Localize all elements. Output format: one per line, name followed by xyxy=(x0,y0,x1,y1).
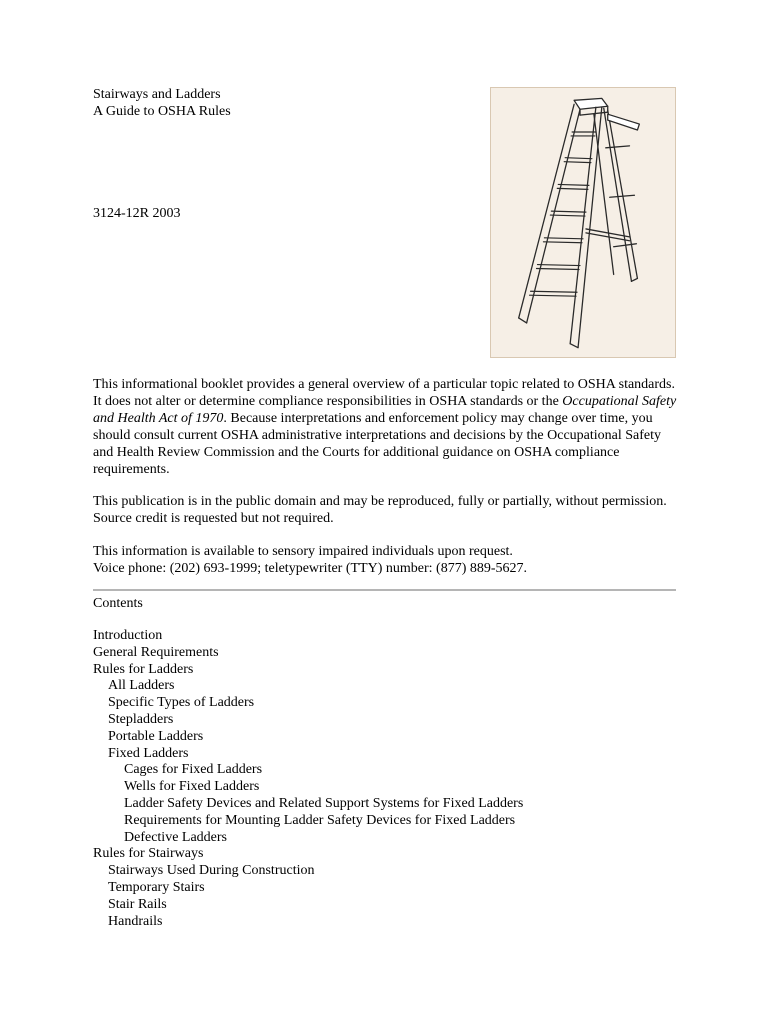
toc-item[interactable]: All Ladders xyxy=(108,678,175,694)
toc-item[interactable]: Portable Ladders xyxy=(108,728,204,744)
toc-item[interactable]: Fixed Ladders xyxy=(108,745,189,761)
toc-item[interactable]: Handrails xyxy=(108,913,163,929)
toc-item[interactable]: Specific Types of Ladders xyxy=(108,695,255,711)
toc-item[interactable]: Stairways Used During Construction xyxy=(108,863,315,879)
toc-item[interactable]: Cages for Fixed Ladders xyxy=(124,762,263,778)
public-domain-paragraph: This publication is in the public domain and may be reproduced, fully or partially, without permission. Source credit is requested but not required. xyxy=(93,494,667,526)
toc-item[interactable]: Rules for Ladders xyxy=(93,661,194,677)
document-title: Stairways and Ladders xyxy=(93,87,221,102)
intro-text-part-1: This informational booklet provides a general overview of a particular topic related to OSHA standards. It does not alter or determine compliance responsibilities in OSHA standards or the xyxy=(93,377,675,409)
toc-item[interactable]: Wells for Fixed Ladders xyxy=(124,779,260,795)
phone-line: Voice phone: (202) 693-1999; teletypewriter (TTY) number: (877) 889-5627. xyxy=(93,561,528,576)
accessibility-line: This information is available to sensory impaired individuals upon request. xyxy=(93,544,513,559)
toc-item[interactable]: Ladder Safety Devices and Related Support Systems for Fixed Ladders xyxy=(124,795,524,811)
accessibility-paragraph xyxy=(93,543,683,577)
document-subtitle: A Guide to OSHA Rules xyxy=(93,104,231,119)
toc-item[interactable]: Introduction xyxy=(93,628,163,643)
toc-item[interactable]: Temporary Stairs xyxy=(108,879,205,895)
toc-item[interactable]: Stepladders xyxy=(108,711,174,727)
section-divider xyxy=(93,589,676,591)
toc-item[interactable]: Rules for Stairways xyxy=(93,846,204,862)
title-block xyxy=(93,86,231,120)
publication-number: 3124-12R 2003 xyxy=(93,206,181,221)
contents-heading: Contents xyxy=(93,596,143,611)
intro-text-part-2: . Because interpretations and enforcement policy may change over time, you should consult current OSHA administrative interpretations and decisions by the Occupational Safety and Health Review Commission and the Courts for additional guidance on OSHA compliance requirements. xyxy=(93,411,662,477)
intro-paragraph-1 xyxy=(93,376,683,478)
toc-item[interactable]: General Requirements xyxy=(93,644,219,660)
act-title-italic: Occupational Safety and Health Act of 1970 xyxy=(93,394,677,426)
toc-item[interactable]: Defective Ladders xyxy=(124,829,227,845)
toc-item[interactable]: Requirements for Mounting Ladder Safety Devices for Fixed Ladders xyxy=(124,812,516,828)
table-of-contents xyxy=(93,628,523,930)
toc-item[interactable]: Stair Rails xyxy=(108,896,167,912)
stepladder-illustration-icon xyxy=(490,87,676,358)
